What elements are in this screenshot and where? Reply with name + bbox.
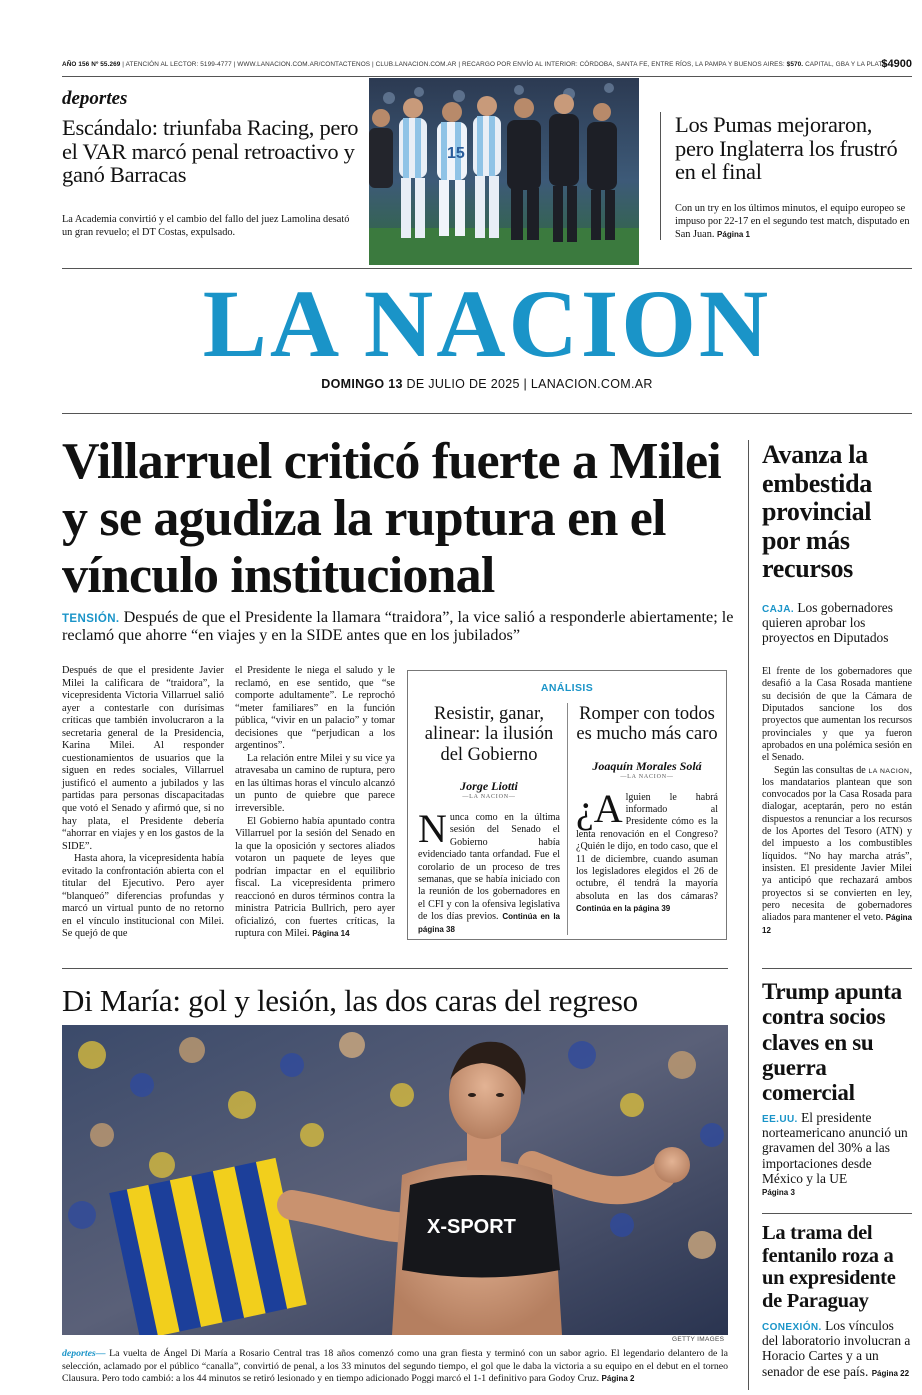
- provincial-dek: Los gobernadores quieren aprobar los proyectos en Diputados: [762, 600, 893, 646]
- top-rule: [62, 76, 912, 77]
- surcharge: $570.: [786, 61, 804, 68]
- analysis-right-source: —LA NACION—: [620, 773, 674, 780]
- dimaria-top-rule: [62, 968, 728, 969]
- shirt-text: X-SPORT: [427, 1216, 516, 1238]
- caption-kicker: deportes—: [62, 1348, 106, 1359]
- dimaria-photo-illustration: [62, 1025, 728, 1335]
- photo-credit: GETTY IMAGES: [672, 1336, 725, 1343]
- provincial-p2-a: Según las consultas de: [774, 764, 866, 776]
- provincial-dek-label: CAJA.: [762, 604, 795, 615]
- sidebar-rule-1: [762, 968, 912, 969]
- analysis-right-author: Joaquín Morales Solá: [592, 758, 702, 773]
- pumas-headline[interactable]: Los Pumas mejoraron, pero Inglaterra los frustró en el final: [675, 112, 898, 185]
- analysis-left[interactable]: [418, 704, 560, 936]
- lead-col2-p3: El Gobierno había apuntado contra Villarruel por la sesión del Senado en la que la oposición y sectores aliados votaron un paquete de leyes que podrían impactar en el equilibrio fiscal. La vicepresidenta primero reaccionó en duros términos contra la ministra Patricia Bullrich, pero ayer oficializó, con fuertes críticas, la ruptura con Milei.: [235, 815, 395, 940]
- provincial-p2-source: LA NACION: [868, 767, 910, 775]
- lead-col2-p1: el Presidente le niega el saludo y le reclamó, en ese sentido, que “se comporte adultamente”. Le reprochó “meter familiares” en la función pública, “vivir en un palacio” y tomar decisiones que “perjudican a los argentinos”.: [235, 665, 395, 752]
- date-day: 13: [388, 377, 403, 391]
- coverage-area: CAPITAL, GBA Y LA PLATA: [805, 61, 887, 68]
- provincial-page-ref[interactable]: Página 12: [762, 913, 912, 935]
- dateline: [62, 377, 912, 391]
- caption-text: La vuelta de Ángel Di María a Rosario Central tras 18 años comenzó como una gran fiesta y terminó con un sabor agrio. El legendario delantero de la selección, aclamado por el público “canalla”, convirtió de penal, a los 33 minutos del segundo tiempo, el gol que le daba la victoria a su equipo en el debut en el torneo Clausura. Pero todo cambió: a los 44 minutos se retiró lesionado y en tiempo adicionado Poggi marcó el 1-1 definitivo para Godoy Cruz.: [62, 1348, 728, 1385]
- lead-col1-p2: Hasta ahora, la vicepresidenta había evitado la confrontación abierta con el titular del Ejecutivo. Pero ayer “blanqueó” diferencias profundas y marcó un virtual punto de no retorno en el vínculo institucional con Milei. Se quejó de que: [62, 853, 224, 940]
- lead-col1-p1: Después de que el presidente Javier Milei la calificara de “traidora”, la vicepresidenta Victoria Villarruel salió ayer a contestarle con durísimas críticas que también involucraron a la secretaria general de la Presidencia, Karina Milei. Al responder cuestionamientos de usuarios que la siguen en redes sociales, Villarruel justificó el aumento a jubilados y las partidas para personas discapacitadas que votó el Senado y afirmó que, si no hay plata, el Presidente debería “ahorrar en viajes y en los gastos de la SIDE”.: [62, 665, 224, 852]
- dimaria-photo[interactable]: [62, 1025, 728, 1335]
- caption-page-ref[interactable]: Página 2: [601, 1374, 635, 1384]
- lead-col2-p2: La relación entre Milei y su vice ya atravesaba un camino de ruptura, pero en las últimas horas el vínculo alcanzó un punto de quiebre que parece irreversible.: [235, 752, 395, 815]
- lead-page-ref[interactable]: Página 14: [312, 929, 350, 939]
- fentanilo-dek-wrap: [762, 1318, 912, 1379]
- provincial-p2: [762, 765, 912, 937]
- fentanilo-dek: Los vínculos del laboratorio involucran a Horacio Cartes y a un senador de ese país.: [762, 1318, 911, 1379]
- trump-headline[interactable]: Trump apunta contra socios claves en su guerra comercial: [762, 979, 902, 1106]
- provincial-p2-b: , los mandatarios plantean que son convocados por la Casa Rosada para dialogar, aceptarán, pero no están dispuestos a renunciar a los recursos de los Aportes del Tesoro (ATN) y del impuesto a los combustibles líquidos. “No hay marcha atrás”, insisten. El presidente Javier Milei ya anticipó que rechazará ambos proyectos si se convierten en ley, pero necesita de gobernadores aliados para mantener el veto.: [762, 764, 912, 924]
- analysis-right-body-wrap: [576, 785, 718, 916]
- lead-headline[interactable]: Villarruel criticó fuerte a Milei y se agudiza la ruptura en el vínculo institucional: [62, 433, 721, 605]
- trump-dek-label: EE.UU.: [762, 1114, 798, 1125]
- analysis-right-continue[interactable]: Continúa en la página 39: [576, 904, 671, 914]
- racing-photo[interactable]: [369, 78, 639, 265]
- fentanilo-headline[interactable]: La trama del fentanilo roza a un expresidente de Paraguay: [762, 1222, 896, 1312]
- analysis-right-title[interactable]: Romper con todos es mucho más caro: [576, 704, 718, 745]
- contact-info: | ATENCIÓN AL LECTOR: 5199-4777 | WWW.LANACION.COM.AR/CONTACTENOS | CLUB.LANACION.COM.AR | RECARGO POR ENVÍO AL INTERIOR: CÓRDOBA, SANTA FE, ENTRE RÍOS, LA PAMPA Y BUENOS AIRES:: [122, 61, 785, 68]
- analysis-label: ANÁLISIS: [540, 682, 594, 694]
- dimaria-headline[interactable]: Di María: gol y lesión, las dos caras del regreso: [62, 983, 638, 1018]
- lead-dek: Después de que el Presidente la llamara “traidora”, la vice salió a responderle abiertamente; le reclamó que ahorre “en viajes y en la SIDE antes que en los jubilados”: [62, 608, 734, 645]
- analysis-left-body: unca como en la última sesión del Senado el Gobierno había evidenciado tanta orfandad. Fue el corolario de un proceso de tres semanas, que se había iniciado con la reunión de los gobernadores en el CFI y con la ofensiva legislativa de los días previos.: [418, 812, 560, 923]
- analysis-right[interactable]: [576, 704, 718, 916]
- masthead-bottom-rule: [62, 413, 912, 414]
- provincial-headline[interactable]: Avanza la embestida provincial por más recursos: [762, 440, 872, 584]
- sports-kicker[interactable]: deportes: [62, 88, 128, 109]
- masthead-top-rule: [62, 268, 912, 269]
- trump-dek-wrap: [762, 1110, 912, 1197]
- site-url[interactable]: LANACION.COM.AR: [530, 377, 653, 391]
- analysis-right-body: lguien le habrá informado al Presidente cómo es la lenta renovación en el Congreso? ¿Quién le dijo, en todo caso, que el 11 de diciembre, cuando asuman los legisladores elegidos el 26 de octubre, él tendrá la mayoría absoluta en las dos cámaras?: [576, 791, 718, 902]
- dateline-separator: |: [523, 377, 531, 391]
- fentanilo-page-ref[interactable]: Página 22: [871, 1368, 910, 1378]
- date-weekday: DOMINGO: [321, 377, 385, 391]
- pumas-dek: Con un try en los últimos minutos, el equipo europeo se impuso por 22-17 en el segundo test match, disputado en San Juan.: [675, 203, 910, 240]
- top-info-bar: [62, 61, 912, 68]
- lead-dek-label: TENSIÓN.: [62, 613, 120, 625]
- issue-number: Nº 55.269: [91, 61, 121, 68]
- dimaria-caption: [62, 1348, 728, 1386]
- date-month-year: DE JULIO DE 2025: [406, 377, 520, 391]
- fentanilo-dek-label: CONEXIÓN.: [762, 1322, 822, 1333]
- analysis-left-dropcap: N: [418, 806, 447, 852]
- analysis-left-author: Jorge Liotti: [460, 779, 518, 794]
- analysis-box: [407, 670, 727, 940]
- sidebar-rule-2: [762, 1213, 912, 1214]
- pumas-divider: [660, 112, 661, 240]
- provincial-dek-wrap: [762, 600, 912, 646]
- sports-dek: La Academia convirtió y el cambio del fallo del juez Lamolina desató un gran revuelo; el DT Costas, expulsado.: [62, 214, 350, 238]
- sports-headline[interactable]: Escándalo: triunfaba Racing, pero el VAR marcó penal retroactivo y ganó Barracas: [62, 115, 359, 188]
- pumas-page-ref[interactable]: Página 1: [717, 229, 750, 239]
- analysis-divider: [567, 703, 568, 935]
- racing-photo-illustration: [369, 78, 639, 265]
- analysis-right-dropcap: ¿A: [576, 785, 623, 831]
- price: $4900: [881, 58, 912, 70]
- masthead-logo[interactable]: LA NACION: [202, 270, 772, 377]
- lead-dek-wrap: [62, 608, 734, 644]
- lead-column-2: [235, 665, 395, 941]
- lead-col2-p3-wrap: [235, 816, 395, 941]
- analysis-left-title[interactable]: Resistir, ganar, alinear: la ilusión del Gobierno: [424, 704, 554, 765]
- sidebar-divider: [748, 440, 749, 1390]
- trump-dek: El presidente norteamericano anunció un gravamen del 30% a las importaciones desde México y la UE: [762, 1110, 908, 1186]
- pumas-dek-wrap: [675, 203, 915, 242]
- provincial-p1: El frente de los gobernadores que desafió a la Casa Rosada mantiene su decisión de que la Cámara de Diputados sancione los dos proyectos que aumentan los recursos provinciales y que ya fueron aprobados en una polémica sesión en el Senado.: [762, 666, 912, 764]
- provincial-body: [762, 666, 912, 937]
- analysis-left-continue[interactable]: Continúa en la página 38: [418, 912, 560, 934]
- analysis-left-body-wrap: [418, 806, 560, 936]
- year-label: AÑO 156: [62, 61, 90, 68]
- trump-page-ref[interactable]: Página 3: [762, 1187, 795, 1197]
- svg-text:15: 15: [447, 145, 465, 162]
- analysis-left-source: —LA NACION—: [462, 794, 516, 801]
- lead-column-1: [62, 665, 224, 941]
